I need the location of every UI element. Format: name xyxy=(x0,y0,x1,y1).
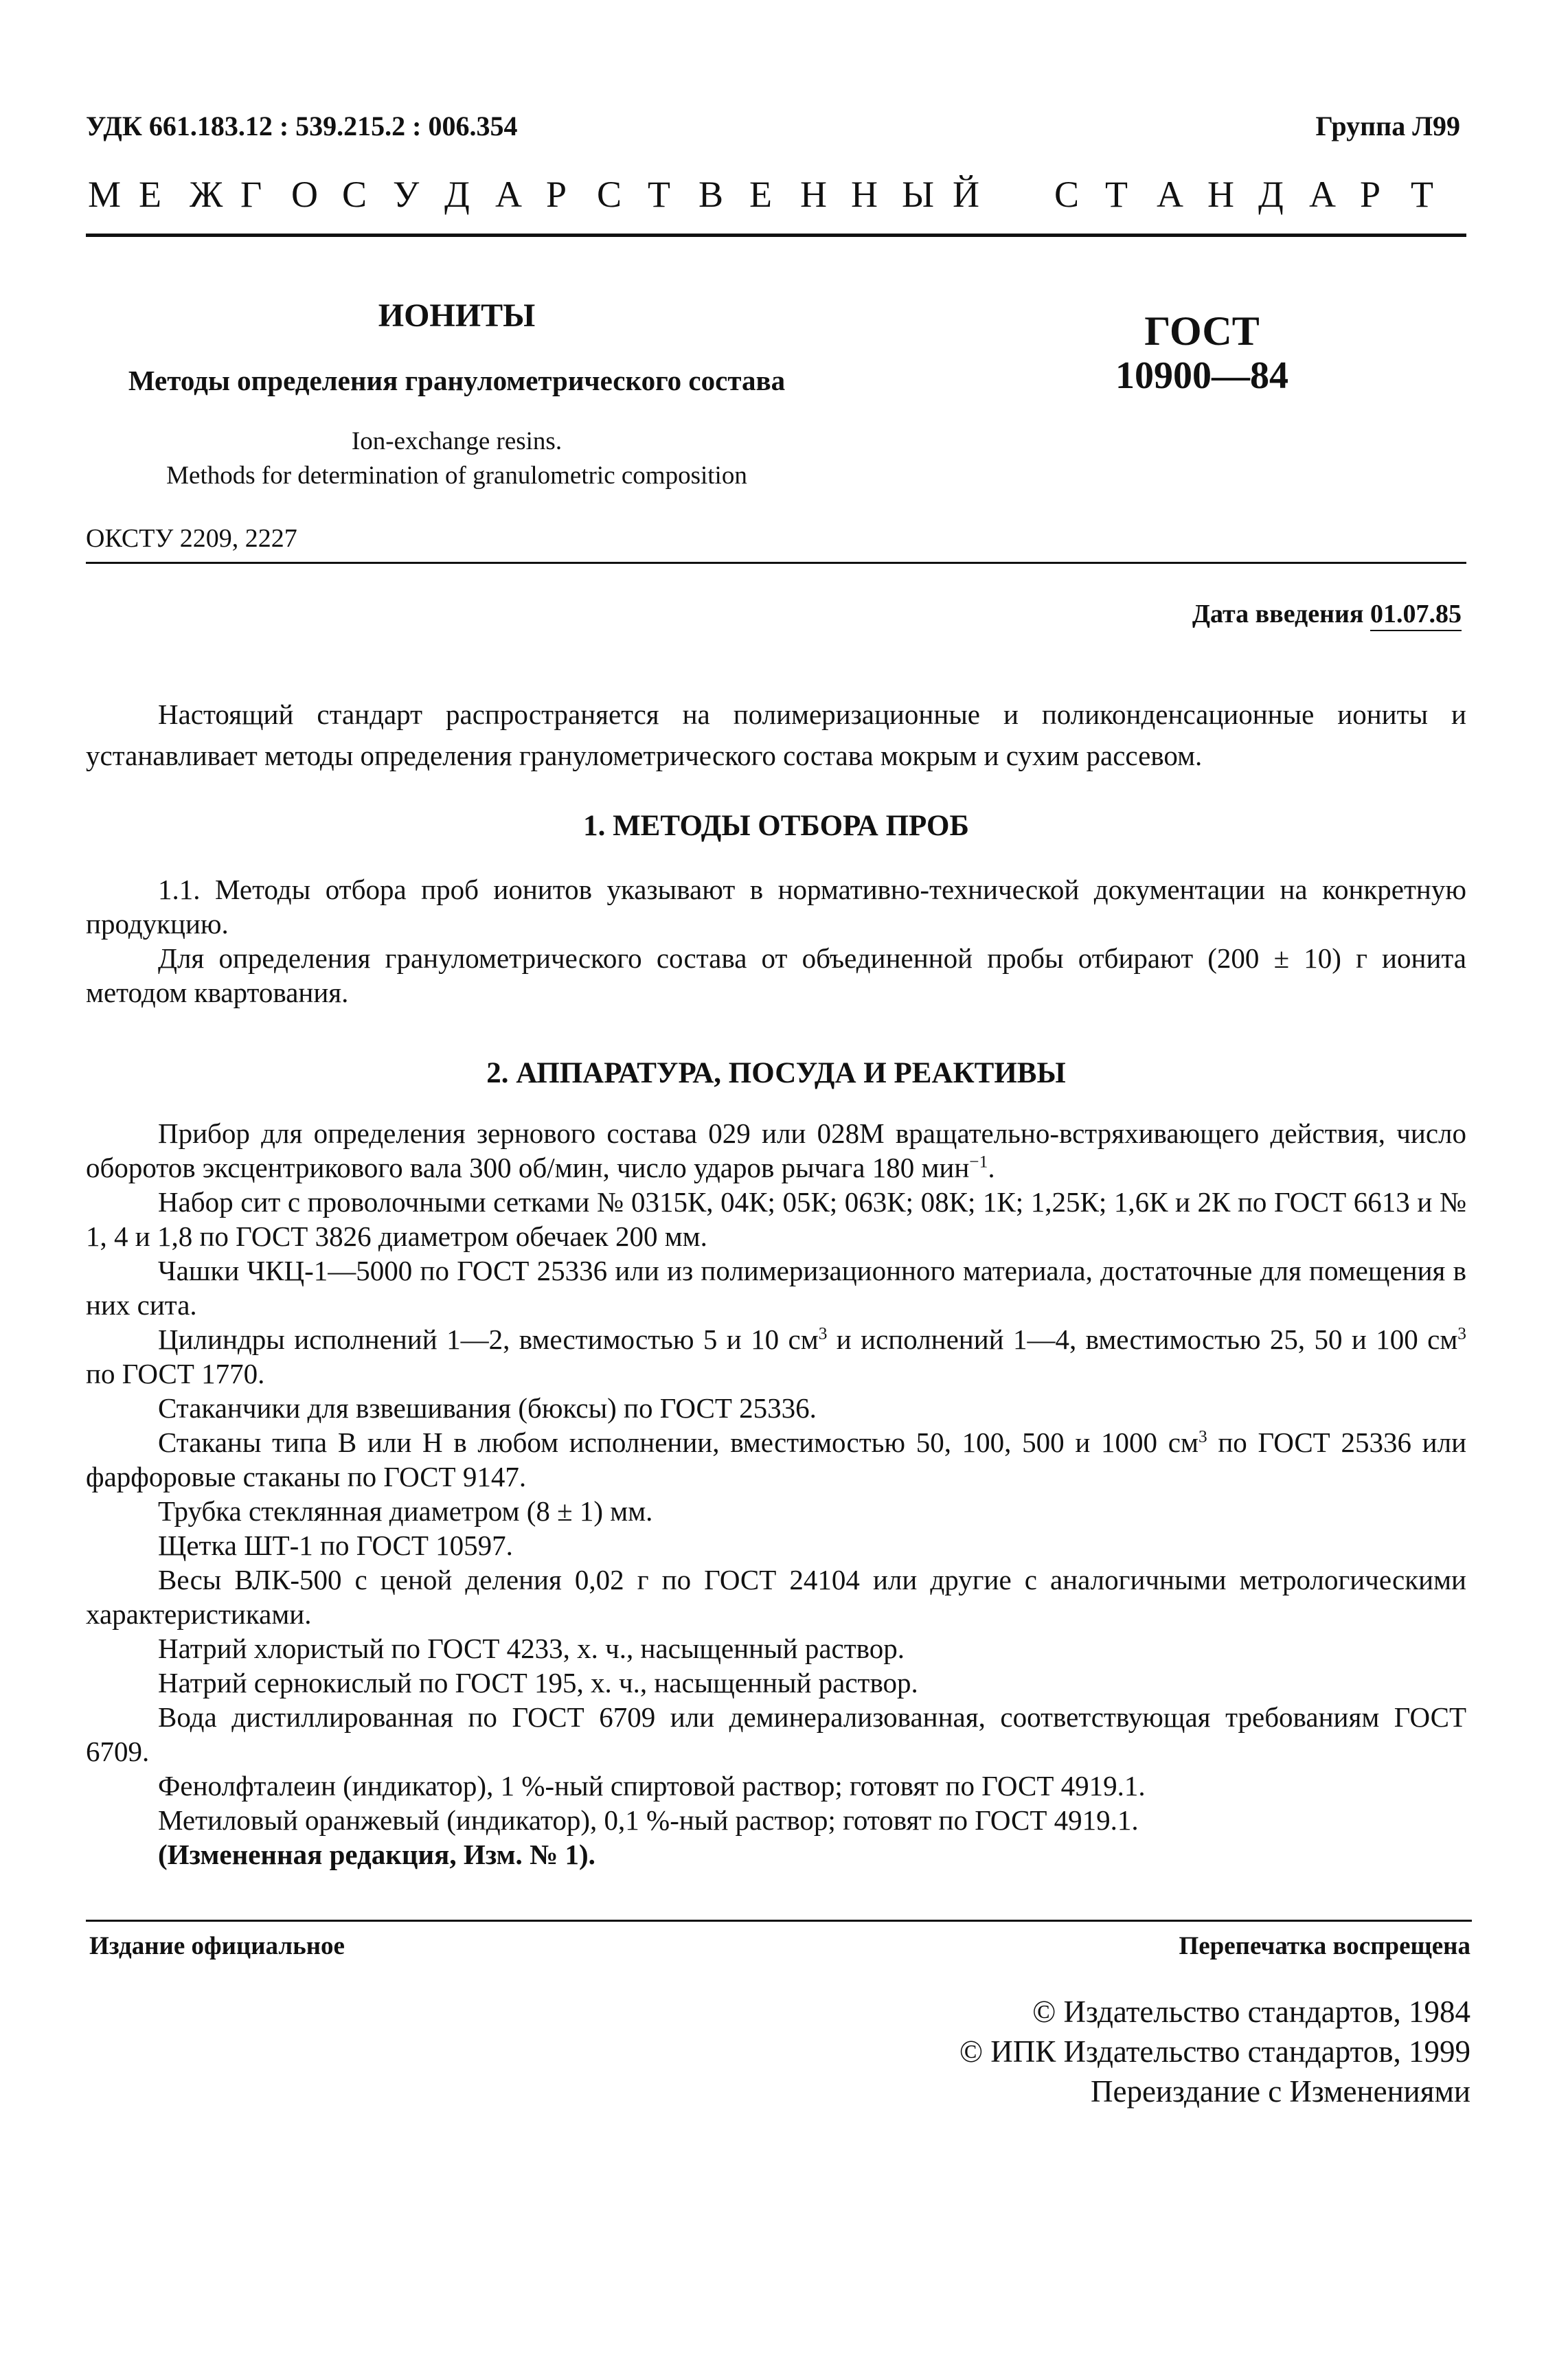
reagent-item: Натрий хлористый по ГОСТ 4233, х. ч., насыщенный раствор. xyxy=(158,1633,905,1664)
gost-label: ГОСТ xyxy=(1144,308,1260,354)
introduction-date xyxy=(1192,599,1462,629)
apparatus-item: Стаканы типа В или Н в любом исполнении, вместимостью 50, 100, 500 и 1000 $см^3$ по ГОСТ 25336 или фарфоровые стаканы по ГОСТ 9147. xyxy=(86,1427,1467,1492)
standard-banner: М Е Ж Г О С У Д А Р С Т В Е Н Н Ы Й С Т А Н Д А Р Т xyxy=(88,174,1433,215)
banner-rule xyxy=(86,234,1466,237)
okstu-code: ОКСТУ 2209, 2227 xyxy=(86,524,297,553)
reagent-item: Вода дистиллированная по ГОСТ 6709 или деминерализованная, соответствующая требованиям ГОСТ 6709. xyxy=(86,1701,1466,1767)
apparatus-item: Прибор для определения зернового состава 029 или 028М вращательно-встряхивающего действия, число оборотов эксцентрикового вала 300 об/мин, число ударов рычага 180 мин$^{-1}$. xyxy=(86,1117,1466,1183)
official-edition-label: Издание официальное xyxy=(89,1932,345,1960)
copyright-block xyxy=(959,1992,1470,2111)
udk-code: УДК 661.183.12 : 539.215.2 : 006.354 xyxy=(86,111,518,141)
apparatus-item: Трубка стеклянная диаметром (8 ± 1) мм. xyxy=(158,1495,653,1527)
apparatus-item: Набор сит с проволочными сетками № 0315К, 04К; 05К; 063К; 08К; 1К; 1,25К; 1,6К и 2К по ГОСТ 6613 и № 1, 4 и 1,8 по ГОСТ 3826 диаметром обечаек 200 мм. xyxy=(86,1186,1466,1252)
apparatus-item: Стаканчики для взвешивания (бюксы) по ГОСТ 25336. xyxy=(158,1392,817,1424)
amendment-note: (Измененная редакция, Изм. № 1). xyxy=(158,1839,595,1870)
section1-paragraph: 1.1. Методы отбора проб ионитов указывают в нормативно-технической документации на конкретную продукцию. xyxy=(86,874,1466,940)
gost-number: 10900—84 xyxy=(1115,354,1288,397)
section1-paragraph: Для определения гранулометрического состава от объединенной пробы отбирают (200 ± 10) г ионита методом квартования. xyxy=(86,942,1466,1008)
copyright-line: © Издательство стандартов, 1984 xyxy=(1032,1995,1470,2029)
subtitle-russian: Методы определения гранулометрического состава xyxy=(128,365,786,396)
section1-heading: 1. МЕТОДЫ ОТБОРА ПРОБ xyxy=(583,810,969,842)
date-value: 01.07.85 xyxy=(1370,600,1462,631)
apparatus-item: Чашки ЧКЦ-1—5000 по ГОСТ 25336 или из полимеризационного материала, достаточные для помещения в них сита. xyxy=(86,1255,1466,1321)
date-label: Дата введения xyxy=(1192,600,1364,628)
section2-heading: 2. АППАРАТУРА, ПОСУДА И РЕАКТИВЫ xyxy=(486,1057,1066,1089)
reprint-prohibited-label: Перепечатка воспрещена xyxy=(1179,1932,1470,1960)
copyright-line: © ИПК Издательство стандартов, 1999 xyxy=(959,2034,1470,2069)
apparatus-item: Весы ВЛК-500 с ценой деления 0,02 г по ГОСТ 24104 или другие с аналогичными метрологическими характеристиками. xyxy=(86,1564,1466,1630)
footer-rule xyxy=(86,1920,1472,1922)
title-english xyxy=(86,424,828,493)
apparatus-item: Щетка ШТ-1 по ГОСТ 10597. xyxy=(158,1530,513,1561)
group-code: Группа Л99 xyxy=(1315,111,1460,141)
title-russian: ИОНИТЫ xyxy=(378,297,536,334)
intro-text: Настоящий стандарт распространяется на полимеризационные и поликонденсационные иониты и устанавливает методы определения гранулометрического состава мокрым и сухим рассевом. xyxy=(86,699,1466,771)
section1-body xyxy=(86,872,1466,1010)
okstu-rule xyxy=(86,562,1466,564)
title-english-line1: Ion-exchange resins. xyxy=(351,427,563,455)
apparatus-item: Цилиндры исполнений 1—2, вместимостью 5 и 10 $см^3$ и исполнений 1—4, вместимостью 25, 50 и 100 $см^3$ по ГОСТ 1770. xyxy=(86,1324,1466,1389)
reagent-item: Метиловый оранжевый (индикатор), 0,1 %-ный раствор; готовят по ГОСТ 4919.1. xyxy=(158,1804,1139,1836)
title-english-line2: Methods for determination of granulometric composition xyxy=(166,462,747,490)
reagent-item: Натрий сернокислый по ГОСТ 195, х. ч., насыщенный раствор. xyxy=(158,1667,918,1699)
section2-body xyxy=(86,1116,1466,1872)
reagent-item: Фенолфталеин (индикатор), 1 %-ный спиртовой раствор; готовят по ГОСТ 4919.1. xyxy=(158,1770,1146,1802)
reissue-note: Переиздание с Изменениями xyxy=(1090,2074,1470,2109)
intro-paragraph xyxy=(86,694,1466,776)
